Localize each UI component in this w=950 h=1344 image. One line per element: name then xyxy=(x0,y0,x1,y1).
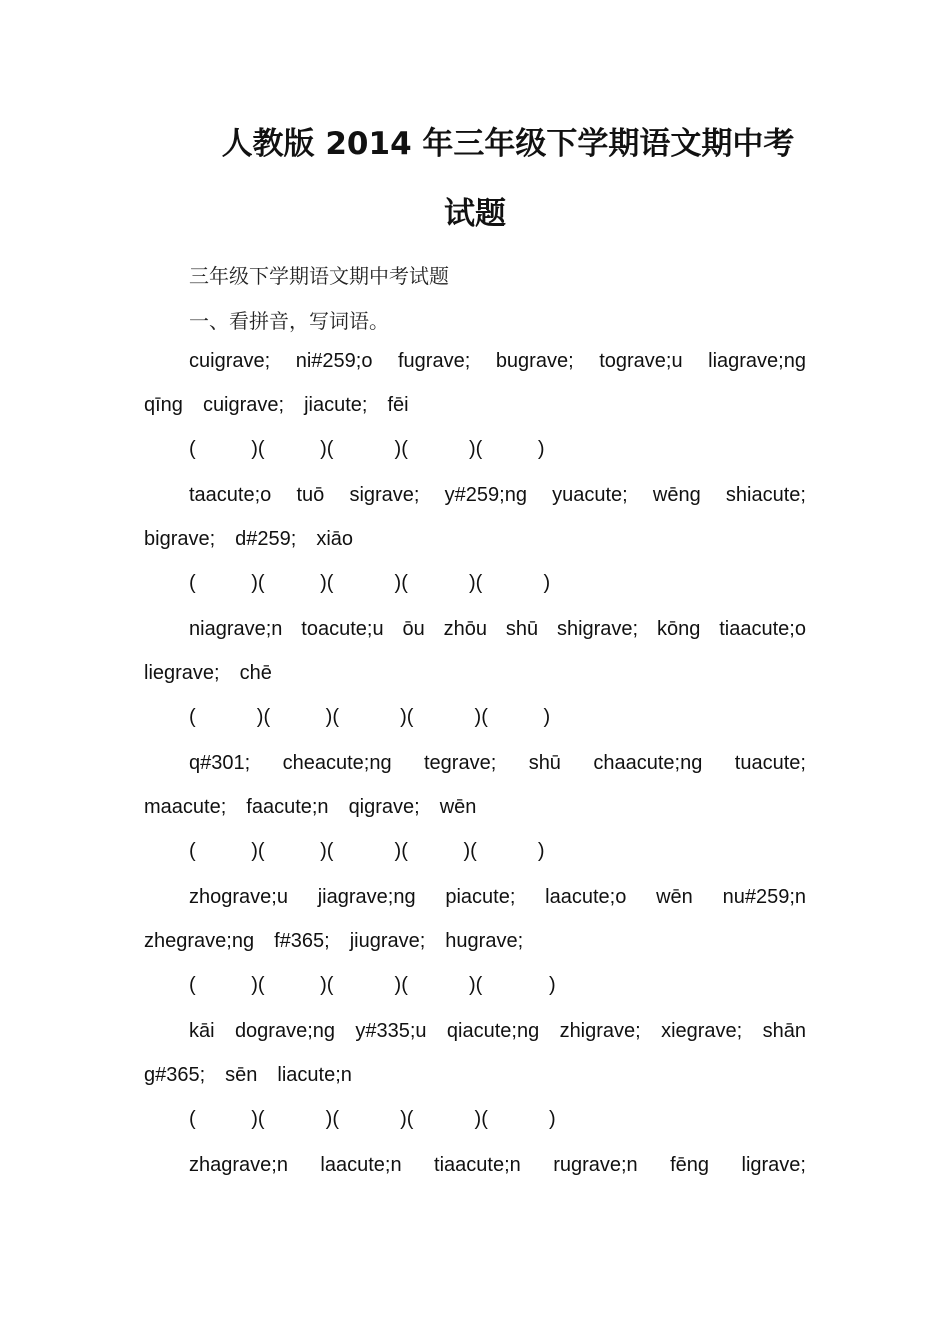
pinyin-group-1 xyxy=(144,339,806,427)
pinyin-word: xiāo xyxy=(316,528,354,550)
pinyin-word: laacute;n xyxy=(320,1154,402,1176)
pinyin-word: kōng xyxy=(656,618,701,640)
pinyin-word: shiacute; xyxy=(725,484,806,506)
pinyin-word: q#301; xyxy=(189,752,251,774)
pinyin-word: shigrave; xyxy=(556,618,639,640)
pinyin-word: sigrave; xyxy=(349,484,420,506)
pinyin-group-4 xyxy=(144,741,806,829)
pinyin-word: y#259;ng xyxy=(444,484,527,506)
pinyin-word: ligrave; xyxy=(741,1154,806,1176)
pinyin-word: bugrave; xyxy=(495,350,574,372)
pinyin-word: sēn xyxy=(225,1064,258,1086)
pinyin-word: hugrave; xyxy=(445,930,524,952)
pinyin-word: toacute;u xyxy=(301,618,384,640)
pinyin-word: y#335;u xyxy=(355,1020,427,1042)
pinyin-word: tegrave; xyxy=(424,752,497,774)
answer-brackets-3: ( )( )( )( )( ) xyxy=(189,706,551,728)
pinyin-word: qīng xyxy=(144,394,183,416)
pinyin-word: bigrave; xyxy=(144,528,216,550)
pinyin-word: d#259; xyxy=(235,528,297,550)
pinyin-word: shū xyxy=(505,618,539,640)
section-heading-1: 一、看拼音，写词语。 xyxy=(189,309,389,333)
pinyin-word: qigrave; xyxy=(348,796,420,818)
pinyin-line xyxy=(144,607,806,651)
pinyin-line xyxy=(144,1143,806,1187)
pinyin-word: fugrave; xyxy=(398,350,471,372)
pinyin-word: rugrave;n xyxy=(553,1154,638,1176)
pinyin-word: liagrave;ng xyxy=(708,350,806,372)
pinyin-word: ōu xyxy=(402,618,425,640)
pinyin-word: liacute;n xyxy=(277,1064,352,1086)
pinyin-word: wēng xyxy=(652,484,701,506)
answer-brackets-6: ( )( )( )( )( ) xyxy=(189,1108,556,1130)
pinyin-word: wēn xyxy=(439,796,477,818)
pinyin-word: jiacute; xyxy=(304,394,368,416)
pinyin-word: zhograve;u xyxy=(189,886,288,908)
pinyin-word: zhegrave;ng xyxy=(144,930,255,952)
pinyin-word: shū xyxy=(528,752,561,774)
pinyin-word: zhōu xyxy=(443,618,487,640)
pinyin-word: tograve;u xyxy=(599,350,683,372)
pinyin-word: dograve;ng xyxy=(234,1020,336,1042)
pinyin-word: cuigrave; xyxy=(202,394,285,416)
pinyin-word: faacute;n xyxy=(246,796,329,818)
pinyin-word: ni#259;o xyxy=(295,350,373,372)
pinyin-word: laacute;o xyxy=(545,886,627,908)
pinyin-word: xiegrave; xyxy=(661,1020,743,1042)
pinyin-line xyxy=(144,383,806,427)
pinyin-line xyxy=(144,741,806,785)
pinyin-word: g#365; xyxy=(144,1064,206,1086)
pinyin-group-5 xyxy=(144,875,806,963)
pinyin-word: maacute; xyxy=(144,796,227,818)
pinyin-word: qiacute;ng xyxy=(446,1020,540,1042)
subtitle: 三年级下学期语文期中考试题 xyxy=(189,264,449,288)
pinyin-word: cheacute;ng xyxy=(282,752,392,774)
pinyin-word: fēi xyxy=(387,394,409,416)
pinyin-word: jiagrave;ng xyxy=(317,886,416,908)
pinyin-word: shān xyxy=(762,1020,806,1042)
pinyin-line xyxy=(144,339,806,383)
pinyin-word: yuacute; xyxy=(552,484,628,506)
pinyin-line xyxy=(144,875,806,919)
pinyin-word: tuacute; xyxy=(734,752,806,774)
pinyin-word: fēng xyxy=(670,1154,710,1176)
pinyin-line xyxy=(144,651,806,695)
pinyin-group-2 xyxy=(144,473,806,561)
pinyin-line xyxy=(144,919,806,963)
document-title-line1: 人教版 2014 年三年级下学期语文期中考 xyxy=(221,126,795,162)
pinyin-group-7 xyxy=(144,1143,806,1187)
pinyin-word: kāi xyxy=(189,1020,215,1042)
pinyin-line xyxy=(144,785,806,829)
document-title-line2: 试题 xyxy=(444,196,506,232)
pinyin-word: f#365; xyxy=(274,930,330,952)
pinyin-word: piacute; xyxy=(445,886,516,908)
pinyin-word: cuigrave; xyxy=(189,350,271,372)
pinyin-word: taacute;o xyxy=(189,484,272,506)
pinyin-word: wēn xyxy=(656,886,693,908)
pinyin-line xyxy=(144,1009,806,1053)
pinyin-word: tiaacute;n xyxy=(434,1154,521,1176)
answer-brackets-4: ( )( )( )( )( ) xyxy=(189,840,545,862)
answer-brackets-5: ( )( )( )( )( ) xyxy=(189,974,556,996)
pinyin-word: jiugrave; xyxy=(349,930,426,952)
pinyin-line xyxy=(144,1053,806,1097)
pinyin-word: tiaacute;o xyxy=(719,618,806,640)
pinyin-line xyxy=(144,517,806,561)
pinyin-line xyxy=(144,473,806,517)
pinyin-word: zhagrave;n xyxy=(189,1154,288,1176)
pinyin-group-6 xyxy=(144,1009,806,1097)
pinyin-word: zhigrave; xyxy=(559,1020,641,1042)
pinyin-word: tuō xyxy=(296,484,325,506)
pinyin-group-3 xyxy=(144,607,806,695)
pinyin-word: niagrave;n xyxy=(189,618,283,640)
answer-brackets-2: ( )( )( )( )( ) xyxy=(189,572,551,594)
pinyin-word: chaacute;ng xyxy=(593,752,703,774)
pinyin-word: nu#259;n xyxy=(722,886,806,908)
pinyin-word: chē xyxy=(239,662,272,684)
pinyin-word: liegrave; xyxy=(144,662,220,684)
answer-brackets-1: ( )( )( )( )( ) xyxy=(189,438,545,460)
